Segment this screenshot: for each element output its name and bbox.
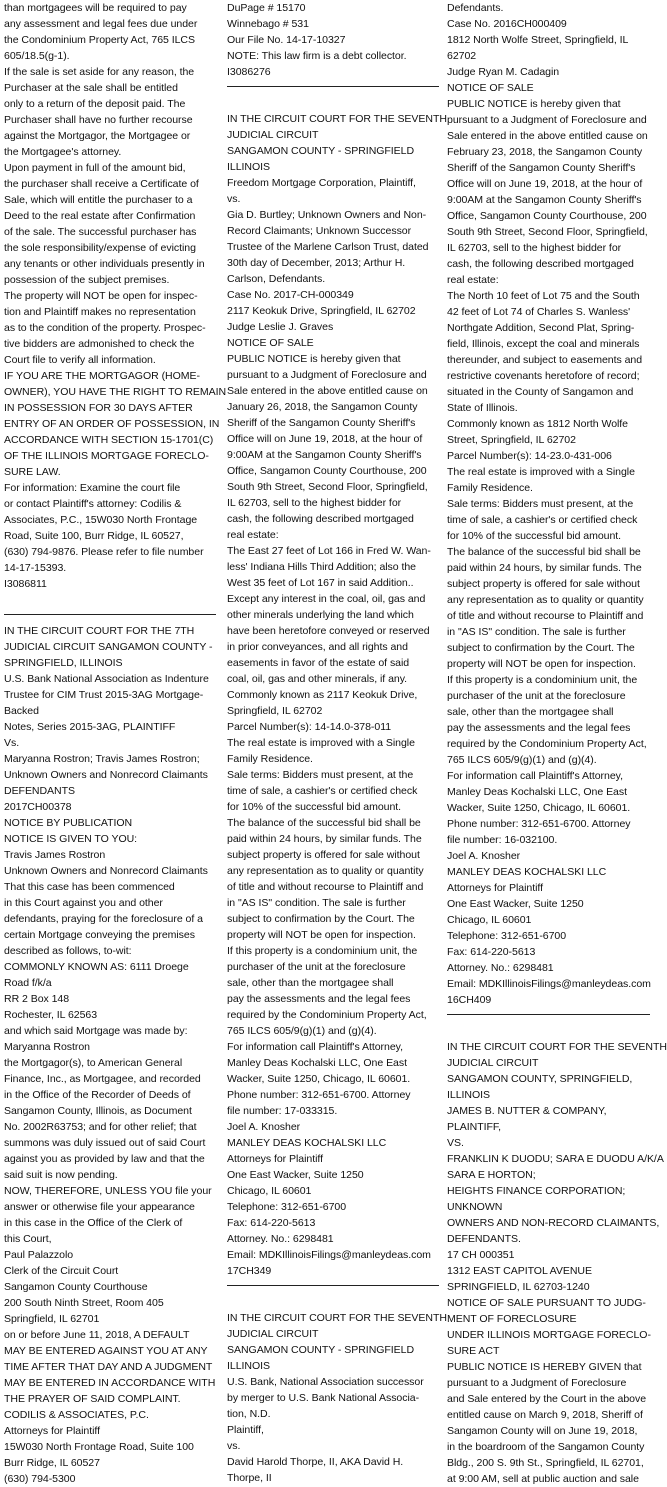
notice-divider [227,86,439,87]
text-line: Parcel Number(s): 14-14.0-378-011 [227,721,392,733]
text-line: the purchaser shall receive a Certificate of [4,178,199,190]
text-line: UNKNOWN [447,1201,503,1213]
text-line: pursuant to a Judgment of Foreclosure [447,1377,627,1389]
text-line: Winnebago # 531 [227,18,309,30]
text-line: in prior conveyances, and all rights and [227,641,408,653]
text-line: ILLINOIS [227,1360,270,1372]
text-line: property will NOT be open for inspection. [447,658,636,670]
text-line: Attorneys for Plaintiff [447,882,543,894]
text-line: paid within 24 hours, by similar funds. The [447,562,642,574]
text-line: West 35 feet of Lot 167 in said Addition.. [227,577,414,589]
text-line: purchaser of the unit at the foreclosure [447,690,626,702]
text-line: Sangamon County, Illinois, as Document [4,1105,192,1117]
text-line: If this property is a condominium unit, the [447,674,638,686]
text-line: NOTICE OF SALE [227,337,314,349]
text-line: the Mortgagee's attorney. [4,146,122,158]
text-line: PLAINTIFF, [447,1121,502,1133]
text-line: SPRINGFIELD, IL 62703-1240 [447,1281,590,1293]
text-line: OWNERS AND NON-RECORD CLAIMANTS, [447,1217,660,1229]
text-line: Deed to the real estate after Confirmation [4,210,196,222]
text-line: Sangamon County will on June 19, 2018, [447,1425,638,1437]
text-line: JUDICIAL CIRCUIT [227,1328,319,1340]
text-line: answer or otherwise file your appearance [4,1201,195,1213]
text-line: 1812 North Wolfe Street, Springfield, IL [447,34,629,46]
text-line: Sale terms: Bidders must present, at the [227,769,414,781]
text-line: defendants, praying for the foreclosure of a [4,913,203,925]
text-line: Burr Ridge, IL 60527 [4,1457,100,1469]
text-line: less' Indiana Hills Third Addition; also the [227,561,416,573]
text-line: of the sale. The successful purchaser has [4,226,197,238]
text-line: No. 2002R63753; and for other relief; that [4,1121,197,1133]
text-line: required by the Condominium Property Act, [227,1009,427,1021]
text-line: possession of the subject premises. [4,274,170,286]
text-line: Attorney. No.: 6298481 [447,962,554,974]
text-line: property will NOT be open for inspection. [227,929,416,941]
text-line: Upon payment in full of the amount bid, [4,162,186,174]
text-line: State of Illinois. [447,402,518,414]
text-line: said suit is now pending. [4,1169,118,1181]
text-line: IL 62703, sell to the highest bidder for [227,497,402,509]
text-line: time of sale, a cashier's or certified check [227,785,418,797]
text-line: subject to confirmation by the Court. The [227,913,415,925]
text-line: 9:00AM at the Sangamon County Sheriff's [447,194,642,206]
text-line: against the Mortgagor, the Mortgagee or [4,130,191,142]
text-line: MANLEY DEAS KOCHALSKI LLC [227,1137,387,1149]
text-line: ACCORDANCE WITH SECTION 15-1701(C) [4,434,214,446]
text-line: Thorpe, II [227,1472,272,1484]
text-line: Road, Suite 100, Burr Ridge, IL 60527, [4,530,184,542]
text-line: Springfield, IL 62702 [227,705,323,717]
text-line: Maryanna Rostron; Travis James Rostron; [4,753,200,765]
text-line: PUBLIC NOTICE is hereby given that [227,353,401,365]
text-line: Rochester, IL 62563 [4,1009,98,1021]
text-line: NOTICE BY PUBLICATION [4,817,133,829]
text-line: Parcel Number(s): 14-23.0-431-006 [447,450,612,462]
text-line: VS. [447,1137,464,1149]
text-line: South 9th Street, Second Floor, Springfield, [447,226,648,238]
text-line: ILLINOIS [227,161,270,173]
text-line: The East 27 feet of Lot 166 in Fred W. Wan- [227,545,431,557]
text-line: this Court, [4,1233,52,1245]
text-line: South 9th Street, Second Floor, Springfield, [227,481,428,493]
text-line: Fax: 614-220-5613 [227,1217,316,1229]
text-line: PUBLIC NOTICE is hereby given that [447,98,621,110]
text-line: For information: Examine the court file [4,482,181,494]
text-line: by merger to U.S. Bank National Associa- [227,1392,420,1404]
text-line: Office will on June 19, 2018, at the hour of [447,178,643,190]
text-line: Attorneys for Plaintiff [4,1425,100,1437]
text-line: THE PRAYER OF SAID COMPLAINT. [4,1393,181,1405]
text-line: 200 South Ninth Street, Room 405 [4,1297,164,1309]
text-line: situated in the County of Sangamon and [447,386,634,398]
text-line: Purchaser at the sale shall be entitled [4,82,178,94]
text-line: COMMONLY KNOWN AS: 6111 Droege [4,961,189,973]
column-2 [227,0,447,1484]
text-line: or contact Plaintiff's attorney: Codilis & [4,498,182,510]
text-line: Associates, P.C., 15W030 North Frontage [4,514,198,526]
text-line: Judge Leslie J. Graves [227,321,334,333]
text-line: Springfield, IL 62701 [4,1313,100,1325]
text-line: Phone number: 312-651-6700. Attorney [227,1089,411,1101]
text-line: pay the assessments and the legal fees [447,722,631,734]
text-line: OWNER), YOU HAVE THE RIGHT TO REMAIN [4,386,227,398]
text-line: Purchaser shall have no further recourse [4,114,193,126]
text-line: Manley Deas Kochalski LLC, One East [447,786,627,798]
text-line: in this Court against you and other [4,897,163,909]
text-line: any tenants or other individuals presently in [4,258,205,270]
text-line: Court file to verify all information. [4,354,156,366]
text-line: certain Mortgage conveying the premises [4,929,195,941]
text-line: Sale terms: Bidders must present, at the [447,498,634,510]
text-line: JAMES B. NUTTER & COMPANY, [447,1105,607,1117]
text-line: 15W030 North Frontage Road, Suite 100 [4,1441,194,1453]
text-line: (630) 794-9876. Please refer to file number [4,546,204,558]
text-line: One East Wacker, Suite 1250 [447,898,584,910]
text-line: 14-17-15393. [4,562,67,574]
text-line: Trustee for CIM Trust 2015-3AG Mortgage- [4,689,204,701]
text-line: Fax: 614-220-5613 [447,946,536,958]
text-line: JUDICIAL CIRCUIT [227,129,319,141]
text-line: DEFENDANTS. [447,1233,521,1245]
text-line: Maryanna Rostron [4,1041,90,1053]
text-line: Clerk of the Circuit Court [4,1265,119,1277]
text-line: Wacker, Suite 1250, Chicago, IL 60601. [227,1073,411,1085]
text-line: MAY BE ENTERED AGAINST YOU AT ANY [4,1345,208,1357]
text-line: Road f/k/a [4,977,52,989]
text-line: the Mortgagor(s), to American General [4,1057,183,1069]
text-line: IL 62703, sell to the highest bidder for [447,242,622,254]
text-line: Attorney. No.: 6298481 [227,1233,334,1245]
text-line: time of sale, a cashier's or certified check [447,514,638,526]
text-line: of title and without recourse to Plaintiff and [447,610,644,622]
notice-divider [227,1285,439,1286]
text-line: Sale, which will entitle the purchaser to a [4,194,193,206]
text-line: RR 2 Box 148 [4,993,70,1005]
text-line: Case No. 2017-CH-000349 [227,289,354,301]
text-line: IN THE CIRCUIT COURT FOR THE SEVENTH [227,1312,447,1324]
text-line: 17CH349 [227,1265,272,1277]
text-line: subject property is offered for sale without [227,849,420,861]
text-line: Chicago, IL 60601 [447,914,532,926]
text-line: restrictive covenants heretofore of record; [447,370,640,382]
text-line: vs. [227,1440,241,1452]
text-line: Finance, Inc., as Mortgagee, and recorded [4,1073,201,1085]
text-line: pay the assessments and the legal fees [227,993,411,1005]
text-line: Freedom Mortgage Corporation, Plaintiff, [227,177,416,189]
text-line: IN THE CIRCUIT COURT FOR THE SEVENTH [447,1041,667,1053]
text-line: any representation as to quality or quantity [447,594,644,606]
text-line: For information call Plaintiff's Attorney, [447,770,623,782]
text-line: Record Claimants; Unknown Successor [227,225,412,237]
text-line: tion, N.D. [227,1408,271,1420]
text-line: Family Residence. [227,753,313,765]
text-line: U.S. Bank National Association as Indenture [4,673,209,685]
text-line: vs. [227,193,241,205]
text-line: subject to confirmation by the Court. The [447,642,635,654]
text-line: tive bidders are admonished to check the [4,338,195,350]
blank-line [447,1023,650,1039]
text-line: CODILIS & ASSOCIATES, P.C. [4,1409,149,1421]
text-line: The real estate is improved with a Single [227,737,415,749]
text-line: cash, the following described mortgaged [227,513,414,525]
text-line: Street, Springfield, IL 62702 [447,434,576,446]
text-line: in the Office of the Recorder of Deeds of [4,1089,191,1101]
text-line: (630) 794-5300 [4,1473,76,1485]
text-line: file number: 17-033315. [227,1105,338,1117]
text-line: HEIGHTS FINANCE CORPORATION; [447,1185,626,1197]
text-line: Attorneys for Plaintiff [227,1153,323,1165]
text-line: Telephone: 312-651-6700 [447,930,567,942]
text-line: and which said Mortgage was made by: [4,1025,188,1037]
text-line: only to a return of the deposit paid. The [4,98,186,110]
text-line: Joel A. Knosher [227,1121,301,1133]
notice-divider [447,1014,650,1015]
text-line: I3086276 [227,66,271,78]
text-line: The balance of the successful bid shall be [227,817,421,829]
text-line: David Harold Thorpe, II, AKA David H. [227,1456,404,1468]
text-line: PUBLIC NOTICE IS HEREBY GIVEN that [447,1361,642,1373]
text-line: UNDER ILLINOIS MORTGAGE FORECLO- [447,1329,651,1341]
text-line: 62702 [447,50,477,62]
text-line: Sheriff of the Sangamon County Sheriff's [447,162,636,174]
text-line: Judge Ryan M. Cadagin [447,66,560,78]
text-line: tion and Plaintiff makes no representation [4,306,196,318]
text-line: Plaintiff, [227,1424,264,1436]
text-line: against you as provided by law and that the [4,1153,205,1165]
text-line: IN THE CIRCUIT COURT FOR THE SEVENTH [227,113,447,125]
text-line: JUDICIAL CIRCUIT [447,1057,539,1069]
text-line: SANGAMON COUNTY - SPRINGFIELD [227,1344,415,1356]
text-line: Wacker, Suite 1250, Chicago, IL 60601. [447,802,631,814]
text-line: MENT OF FORECLOSURE [447,1313,577,1325]
text-line: NOTE: This law firm is a debt collector. [227,50,407,62]
text-line: TIME AFTER THAT DAY AND A JUDGMENT [4,1361,213,1373]
text-line: Sale entered in the above entitled cause on [447,130,648,142]
text-line: Commonly known as 2117 Keokuk Drive, [227,689,418,701]
text-line: any representation as to quality or quantity [227,865,424,877]
text-line: Family Residence. [447,482,533,494]
text-line: SANGAMON COUNTY - SPRINGFIELD [227,145,415,157]
text-line: Phone number: 312-651-6700. Attorney [447,818,631,830]
text-line: SANGAMON COUNTY, SPRINGFIELD, [447,1073,633,1085]
text-line: I3086811 [4,578,47,590]
text-line: Vs. [4,737,20,749]
text-line: One East Wacker, Suite 1250 [227,1169,364,1181]
text-line: purchaser of the unit at the foreclosure [227,961,406,973]
text-line: in "AS IS" condition. The sale is further [227,897,406,909]
text-line: Carlson, Defendants. [227,273,326,285]
text-line: than mortgagees will be required to pay [4,2,187,14]
text-line: IN POSSESSION FOR 30 DAYS AFTER [4,402,193,414]
text-line: pursuant to a Judgment of Foreclosure and [447,114,647,126]
text-line: Joel A. Knosher [447,850,521,862]
text-line: Our File No. 14-17-10327 [227,34,346,46]
text-line: Backed [4,705,39,717]
text-line: Notes, Series 2015-3AG, PLAINTIFF [4,721,176,733]
text-line: Commonly known as 1812 North Wolfe [447,418,629,430]
text-line: on or before June 11, 2018, A DEFAULT [4,1329,190,1341]
text-line: 765 ILCS 605/9(g)(1) and (g)(4). [447,754,597,766]
text-line: The North 10 feet of Lot 75 and the South [447,290,640,302]
text-line: in "AS IS" condition. The sale is further [447,626,626,638]
text-line: IN THE CIRCUIT COURT FOR THE 7TH [4,625,195,637]
text-line: thereunder, and subject to easements and [447,354,643,366]
text-line: OF THE ILLINOIS MORTGAGE FORECLO- [4,450,209,462]
text-line: FRANKLIN K DUODU; SARA E DUODU A/K/A [447,1153,664,1165]
text-line: described as follows, to-wit: [4,945,132,957]
text-line: If the sale is set aside for any reason, the [4,66,195,78]
text-line: Sheriff of the Sangamon County Sheriff's [227,417,416,429]
text-line: any assessment and legal fees due under [4,18,198,30]
text-line: IF YOU ARE THE MORTGAGOR (HOME- [4,370,200,382]
text-line: paid within 24 hours, by similar funds. The [227,833,422,845]
text-line: 2017CH00378 [4,801,72,813]
text-line: Office will on June 19, 2018, at the hour of [227,433,423,445]
text-line: If this property is a condominium unit, the [227,945,418,957]
blank-line [4,592,216,608]
text-line: SPRINGFIELD, ILLINOIS [4,657,123,669]
text-line: Sale entered in the above entitled cause on [227,385,428,397]
text-line: DEFENDANTS [4,785,75,797]
blank-line [227,95,439,111]
text-line: real estate: [447,274,499,286]
text-line: NOTICE IS GIVEN TO YOU: [4,833,138,845]
text-line: for 10% of the successful bid amount. [447,530,622,542]
text-line: For information call Plaintiff's Attorney, [227,1041,403,1053]
text-line: 1312 EAST CAPITOL AVENUE [447,1265,592,1277]
text-line: at 9:00 AM, sell at public auction and sale [447,1473,639,1485]
notice-divider [4,614,216,615]
text-line: Manley Deas Kochalski LLC, One East [227,1057,407,1069]
text-line: file number: 16-032100. [447,834,558,846]
text-line: Sangamon County Courthouse [4,1281,148,1293]
text-line: other minerals underlying the land which [227,609,414,621]
text-line: 16CH409 [447,994,492,1006]
text-line: Defendants. [447,2,504,14]
text-line: ENTRY OF AN ORDER OF POSSESSION, IN [4,418,220,430]
text-line: Office, Sangamon County Courthouse, 200 [447,210,647,222]
text-line: 765 ILCS 605/9(g)(1) and (g)(4). [227,1025,377,1037]
text-line: real estate: [227,529,279,541]
text-line: DuPage # 15170 [227,2,306,14]
text-line: 9:00AM at the Sangamon County Sheriff's [227,449,422,461]
text-line: Unknown Owners and Nonrecord Claimants [4,769,208,781]
text-line: required by the Condominium Property Act, [447,738,647,750]
text-line: SURE LAW. [4,466,61,478]
text-line: MAY BE ENTERED IN ACCORDANCE WITH [4,1377,216,1389]
text-line: Gia D. Burtley; Unknown Owners and Non- [227,209,427,221]
text-line: That this case has been commenced [4,881,175,893]
text-line: The real estate is improved with a Single [447,466,635,478]
text-line: in the boardroom of the Sangamon County [447,1441,645,1453]
text-line: Telephone: 312-651-6700 [227,1201,347,1213]
text-line: 30th day of December, 2013; Arthur H. [227,257,406,269]
text-line: Unknown Owners and Nonrecord Claimants [4,865,208,877]
text-line: NOW, THEREFORE, UNLESS YOU file your [4,1185,212,1197]
text-line: Case No. 2016CH000409 [447,18,567,30]
text-line: Email: MDKIllinoisFilings@manleydeas.com [227,1249,431,1261]
text-line: The property will NOT be open for inspec- [4,290,198,302]
text-line: entitled cause on March 9, 2018, Sheriff of [447,1409,643,1421]
text-line: Paul Palazzolo [4,1249,74,1261]
text-line: JUDICIAL CIRCUIT SANGAMON COUNTY - [4,641,213,653]
text-line: summons was duly issued out of said Court [4,1137,206,1149]
text-line: Office, Sangamon County Courthouse, 200 [227,465,427,477]
text-line: the sole responsibility/expense of evicting [4,242,196,254]
text-line: field, Illinois, except the coal and minerals [447,338,640,350]
text-line: Trustee of the Marlene Carlson Trust, dated [227,241,429,253]
text-line: Bldg., 200 S. 9th St., Springfield, IL 62701, [447,1457,644,1469]
text-line: sale, other than the mortgagee shall [447,706,614,718]
text-line: SARA E HORTON; [447,1169,536,1181]
text-line: Travis James Rostron [4,849,106,861]
text-line: NOTICE OF SALE PURSUANT TO JUDG- [447,1297,646,1309]
text-line: SURE ACT [447,1345,500,1357]
text-line: and Sale entered by the Court in the above [447,1393,647,1405]
text-line: U.S. Bank, National Association successor [227,1376,424,1388]
text-line: pursuant to a Judgment of Foreclosure and [227,369,427,381]
text-line: the Condominium Property Act, 765 ILCS [4,34,195,46]
text-line: ILLINOIS [447,1089,490,1101]
text-line: 2117 Keokuk Drive, Springfield, IL 62702 [227,305,416,317]
column-3 [447,0,667,1485]
text-line: 605/18.5(g-1). [4,50,70,62]
text-line: of title and without recourse to Plaintiff and [227,881,424,893]
text-line: The balance of the successful bid shall be [447,546,641,558]
text-line: cash, the following described mortgaged [447,258,634,270]
text-line: as to the condition of the property. Prospec- [4,322,206,334]
column-1 [4,0,227,1485]
text-line: Northgate Addition, Second Plat, Spring- [447,322,635,334]
text-line: easements in favor of the estate of said [227,657,410,669]
text-line: subject property is offered for sale without [447,578,640,590]
text-line: NOTICE OF SALE [447,82,534,94]
text-line: in this case in the Office of the Clerk of [4,1217,183,1229]
text-line: coal, oil, gas and other minerals, if any. [227,673,408,685]
text-line: Except any interest in the coal, oil, gas and [227,593,426,605]
text-line: Chicago, IL 60601 [227,1185,312,1197]
text-line: MANLEY DEAS KOCHALSKI LLC [447,866,607,878]
text-line: 17 CH 000351 [447,1249,515,1261]
text-line: February 23, 2018, the Sangamon County [447,146,643,158]
text-line: have been heretofore conveyed or reserved [227,625,430,637]
text-line: January 26, 2018, the Sangamon County [227,401,418,413]
text-line: for 10% of the successful bid amount. [227,801,402,813]
text-line: Email: MDKIllinoisFilings@manleydeas.com [447,978,651,990]
blank-line [227,1294,439,1310]
text-line: 42 feet of Lot 74 of Charles S. Wanless' [447,306,631,318]
text-line: sale, other than the mortgagee shall [227,977,394,989]
